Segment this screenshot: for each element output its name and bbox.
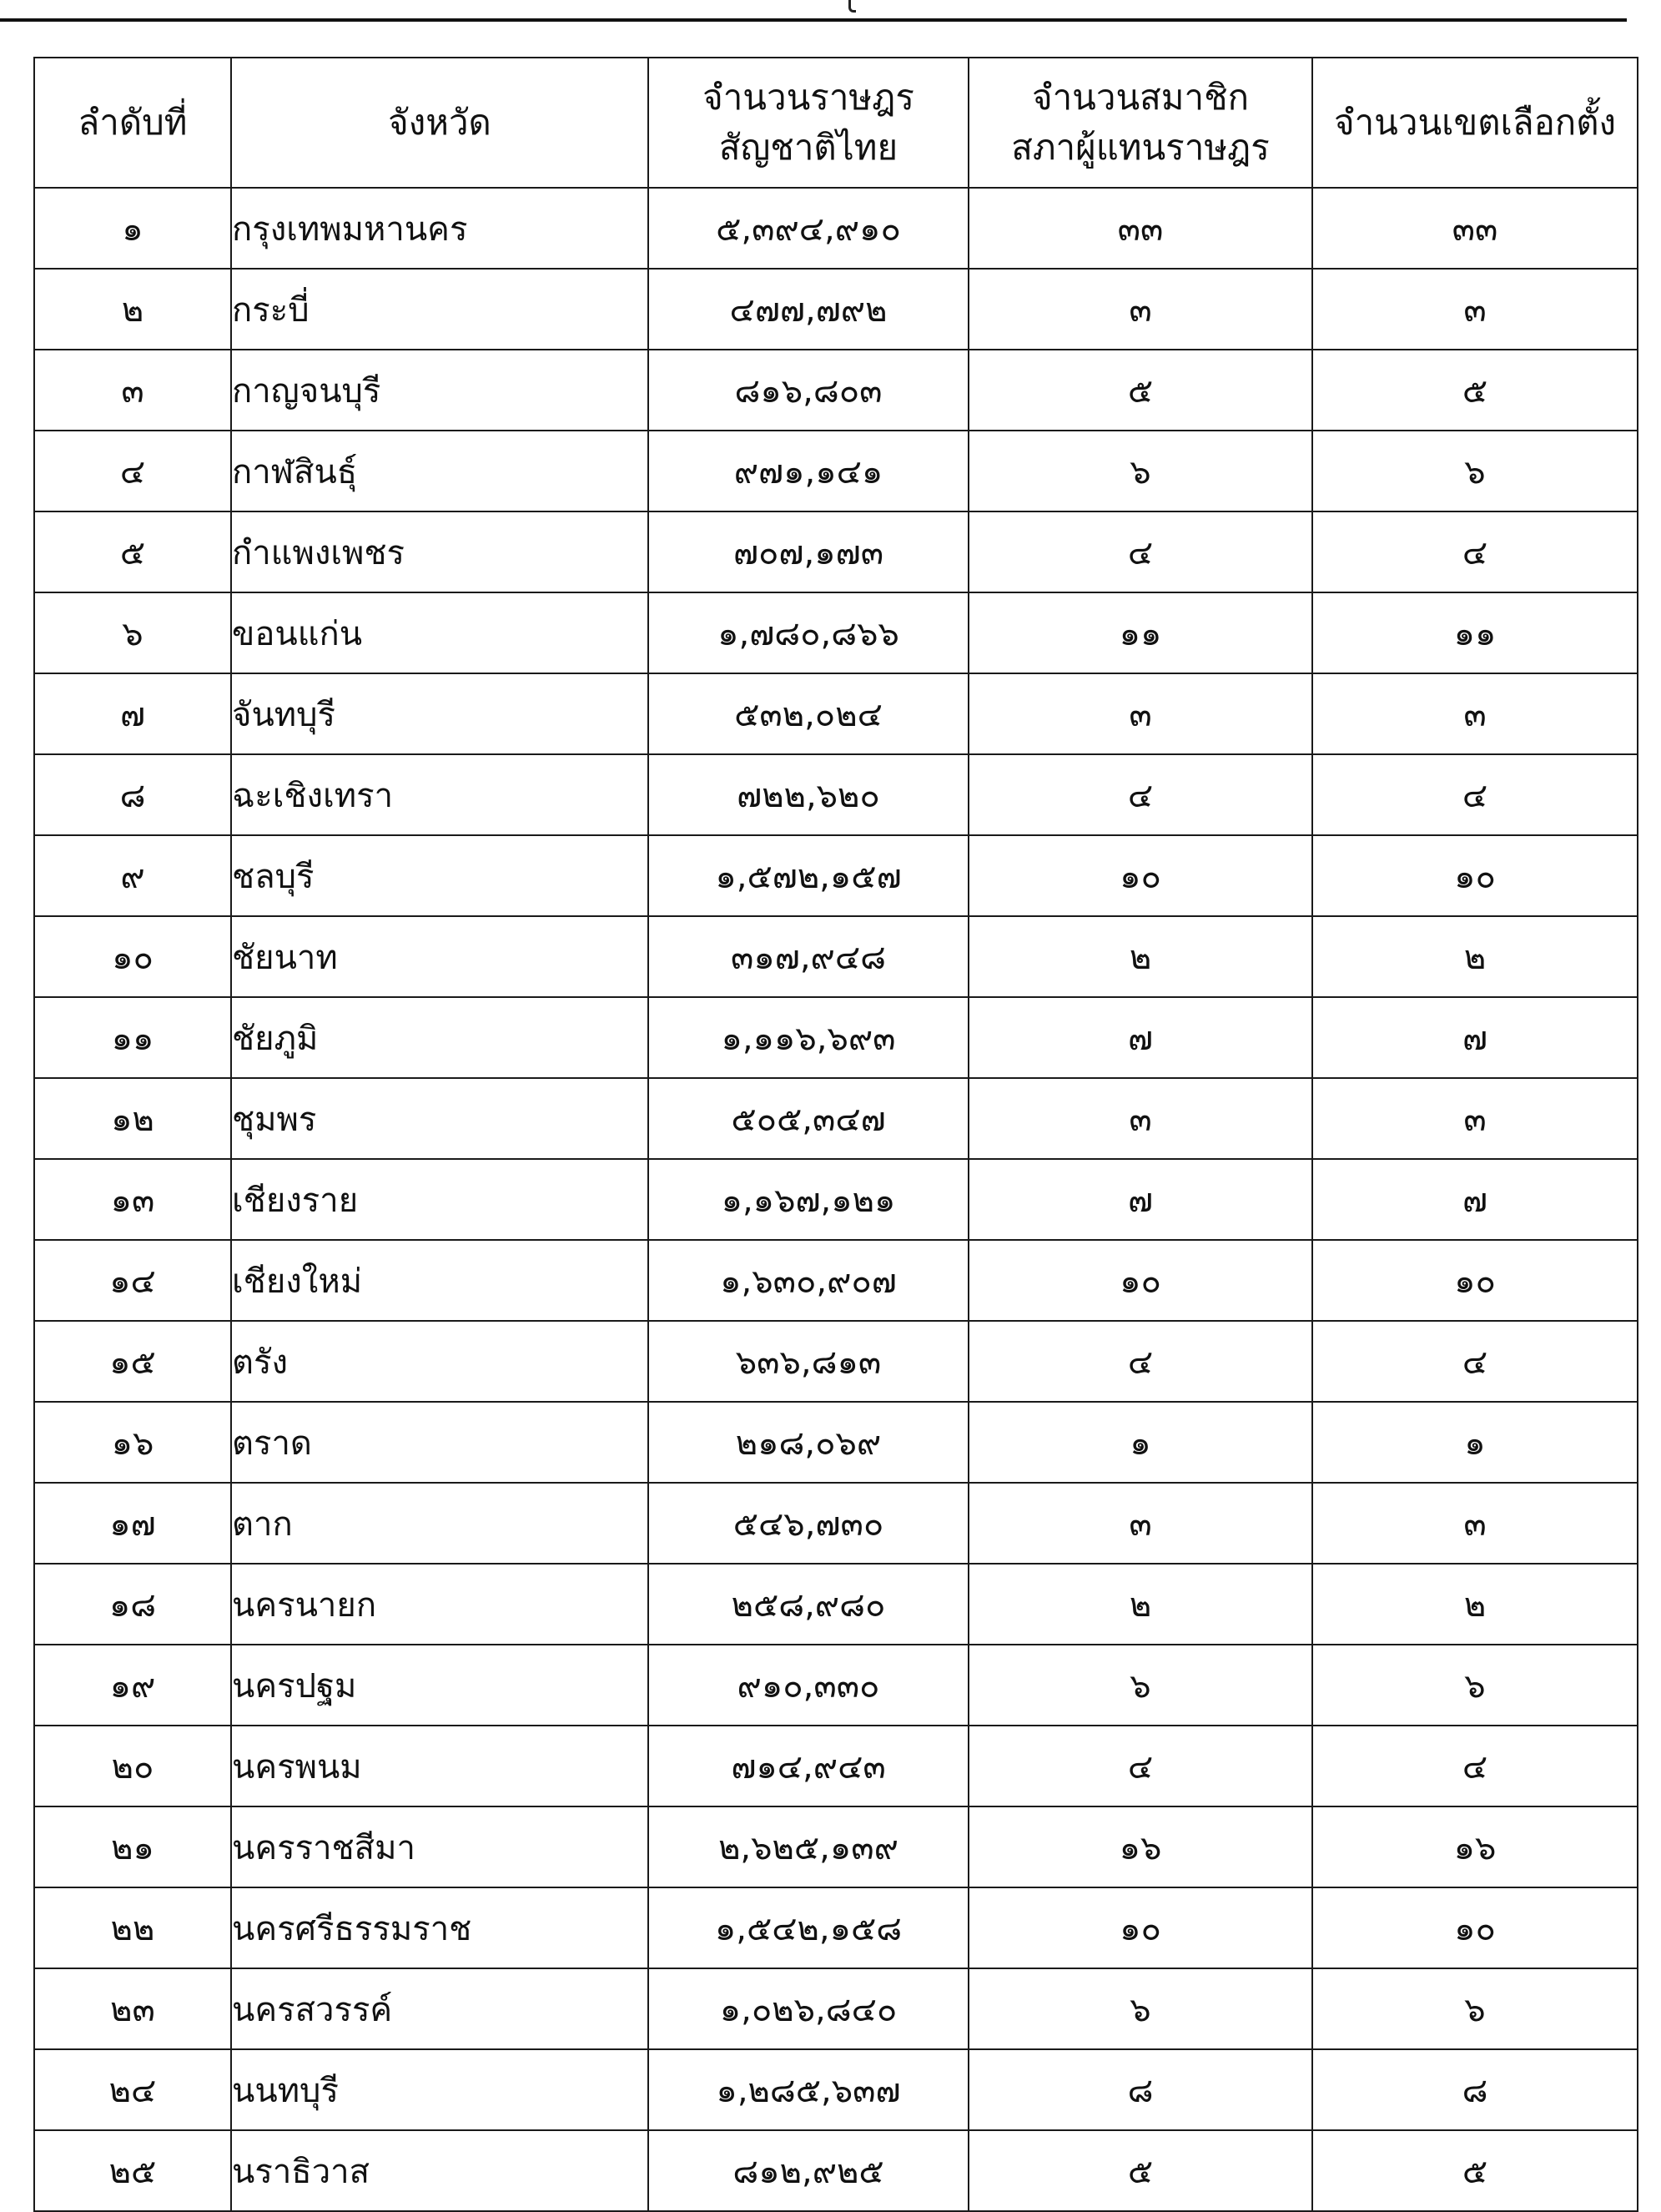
cell-members: ๓ (969, 1078, 1312, 1159)
cell-districts: ๕ (1312, 2130, 1638, 2211)
cell-districts: ๖ (1312, 1968, 1638, 2049)
cell-members: ๑๖ (969, 1806, 1312, 1887)
cell-districts: ๖ (1312, 1645, 1638, 1726)
header-order: ลำดับที่ (34, 58, 231, 188)
table-row (34, 592, 1638, 673)
cell-order: ๒๕ (34, 2130, 231, 2211)
cell-districts: ๓ (1312, 1483, 1638, 1564)
cell-order: ๑๗ (34, 1483, 231, 1564)
cell-population: ๖๓๖,๘๑๓ (648, 1321, 969, 1402)
cell-province: นนทบุรี (231, 2049, 648, 2130)
cell-province: นครราชสีมา (231, 1806, 648, 1887)
table-row (34, 1483, 1638, 1564)
cell-order: ๔ (34, 431, 231, 511)
constituency-table (33, 57, 1638, 2212)
cell-members: ๖ (969, 1645, 1312, 1726)
table-row (34, 1159, 1638, 1240)
cell-province: เชียงใหม่ (231, 1240, 648, 1321)
cell-population: ๕,๓๙๔,๙๑๐ (648, 188, 969, 269)
cell-districts: ๓๓ (1312, 188, 1638, 269)
cell-members: ๖ (969, 431, 1312, 511)
cell-members: ๔ (969, 1726, 1312, 1806)
cell-order: ๒๓ (34, 1968, 231, 2049)
table-row (34, 188, 1638, 269)
cell-order: ๒ (34, 269, 231, 350)
cell-order: ๑๓ (34, 1159, 231, 1240)
cell-province: ตาก (231, 1483, 648, 1564)
cell-members: ๑๑ (969, 592, 1312, 673)
cell-members: ๒ (969, 916, 1312, 997)
cell-districts: ๔ (1312, 1321, 1638, 1402)
table-row (34, 1564, 1638, 1645)
cell-members: ๔ (969, 511, 1312, 592)
cell-order: ๙ (34, 835, 231, 916)
table-row (34, 997, 1638, 1078)
cell-districts: ๔ (1312, 1726, 1638, 1806)
cell-population: ๗๑๔,๙๔๓ (648, 1726, 969, 1806)
table-row (34, 1806, 1638, 1887)
cell-districts: ๗ (1312, 997, 1638, 1078)
page-top-mark (848, 0, 856, 13)
cell-members: ๓๓ (969, 188, 1312, 269)
cell-members: ๑๐ (969, 835, 1312, 916)
cell-districts: ๑๐ (1312, 1240, 1638, 1321)
cell-order: ๒๒ (34, 1887, 231, 1968)
cell-province: นครสวรรค์ (231, 1968, 648, 2049)
cell-districts: ๑ (1312, 1402, 1638, 1483)
table-row (34, 916, 1638, 997)
table-row (34, 1402, 1638, 1483)
cell-population: ๙๗๑,๑๔๑ (648, 431, 969, 511)
cell-members: ๖ (969, 1968, 1312, 2049)
cell-population: ๑,๐๒๖,๘๔๐ (648, 1968, 969, 2049)
cell-districts: ๑๐ (1312, 835, 1638, 916)
cell-population: ๔๗๗,๗๙๒ (648, 269, 969, 350)
cell-districts: ๑๐ (1312, 1887, 1638, 1968)
cell-population: ๑,๕๗๒,๑๕๗ (648, 835, 969, 916)
cell-population: ๒๕๘,๙๘๐ (648, 1564, 969, 1645)
table-row (34, 431, 1638, 511)
table-row (34, 835, 1638, 916)
table-row (34, 673, 1638, 754)
cell-province: ชลบุรี (231, 835, 648, 916)
cell-order: ๑๖ (34, 1402, 231, 1483)
cell-order: ๒๐ (34, 1726, 231, 1806)
cell-order: ๒๑ (34, 1806, 231, 1887)
cell-order: ๓ (34, 350, 231, 431)
table-row (34, 1726, 1638, 1806)
cell-population: ๒๑๘,๐๖๙ (648, 1402, 969, 1483)
table-body (34, 188, 1638, 2211)
cell-population: ๑,๑๖๗,๑๒๑ (648, 1159, 969, 1240)
cell-province: นราธิวาส (231, 2130, 648, 2211)
cell-province: นครพนม (231, 1726, 648, 1806)
cell-population: ๑,๑๑๖,๖๙๓ (648, 997, 969, 1078)
table-header-row (34, 58, 1638, 188)
cell-province: กาญจนบุรี (231, 350, 648, 431)
header-districts: จำนวนเขตเลือกตั้ง (1312, 58, 1638, 188)
cell-order: ๗ (34, 673, 231, 754)
cell-order: ๑ (34, 188, 231, 269)
table-row (34, 1887, 1638, 1968)
cell-districts: ๑๖ (1312, 1806, 1638, 1887)
cell-members: ๑๐ (969, 1887, 1312, 1968)
cell-districts: ๔ (1312, 511, 1638, 592)
cell-province: ตรัง (231, 1321, 648, 1402)
cell-population: ๓๑๗,๙๔๘ (648, 916, 969, 997)
cell-districts: ๖ (1312, 431, 1638, 511)
cell-province: นครนายก (231, 1564, 648, 1645)
header-members-line1: จำนวนสมาชิก (1031, 77, 1250, 118)
cell-order: ๑๐ (34, 916, 231, 997)
cell-members: ๕ (969, 350, 1312, 431)
cell-members: ๑ (969, 1402, 1312, 1483)
cell-order: ๑๕ (34, 1321, 231, 1402)
cell-province: ชุมพร (231, 1078, 648, 1159)
cell-order: ๑๘ (34, 1564, 231, 1645)
cell-population: ๘๑๒,๙๒๕ (648, 2130, 969, 2211)
cell-province: กระบี่ (231, 269, 648, 350)
cell-province: ฉะเชิงเทรา (231, 754, 648, 835)
cell-members: ๑๐ (969, 1240, 1312, 1321)
header-population-line1: จำนวนราษฎร (702, 77, 914, 118)
cell-members: ๗ (969, 1159, 1312, 1240)
cell-members: ๔ (969, 754, 1312, 835)
cell-province: ชัยนาท (231, 916, 648, 997)
cell-members: ๕ (969, 2130, 1312, 2211)
cell-order: ๑๑ (34, 997, 231, 1078)
header-population-line2: สัญชาติไทย (718, 127, 898, 168)
cell-population: ๑,๒๘๕,๖๓๗ (648, 2049, 969, 2130)
header-population (648, 58, 969, 188)
cell-population: ๙๑๐,๓๓๐ (648, 1645, 969, 1726)
cell-order: ๘ (34, 754, 231, 835)
table-row (34, 511, 1638, 592)
cell-population: ๗๒๒,๖๒๐ (648, 754, 969, 835)
cell-order: ๒๔ (34, 2049, 231, 2130)
cell-population: ๗๐๗,๑๗๓ (648, 511, 969, 592)
table-row (34, 350, 1638, 431)
table-header (34, 58, 1638, 188)
cell-districts: ๒ (1312, 916, 1638, 997)
cell-province: นครปฐม (231, 1645, 648, 1726)
cell-province: นครศรีธรรมราช (231, 1887, 648, 1968)
cell-population: ๘๑๖,๘๐๓ (648, 350, 969, 431)
cell-province: ตราด (231, 1402, 648, 1483)
cell-population: ๑,๕๔๒,๑๕๘ (648, 1887, 969, 1968)
table-row (34, 754, 1638, 835)
table-row (34, 2130, 1638, 2211)
cell-districts: ๕ (1312, 350, 1638, 431)
cell-province: กำแพงเพชร (231, 511, 648, 592)
cell-members: ๗ (969, 997, 1312, 1078)
cell-province: จันทบุรี (231, 673, 648, 754)
cell-population: ๕๓๒,๐๒๔ (648, 673, 969, 754)
cell-members: ๓ (969, 269, 1312, 350)
cell-province: กรุงเทพมหานคร (231, 188, 648, 269)
cell-population: ๑,๗๘๐,๘๖๖ (648, 592, 969, 673)
cell-members: ๓ (969, 1483, 1312, 1564)
table-row (34, 1968, 1638, 2049)
cell-order: ๑๒ (34, 1078, 231, 1159)
cell-order: ๑๔ (34, 1240, 231, 1321)
cell-members: ๔ (969, 1321, 1312, 1402)
cell-members: ๓ (969, 673, 1312, 754)
table-row (34, 1240, 1638, 1321)
cell-districts: ๔ (1312, 754, 1638, 835)
cell-population: ๕๐๕,๓๔๗ (648, 1078, 969, 1159)
table-row (34, 1321, 1638, 1402)
table-row (34, 2049, 1638, 2130)
table-row (34, 269, 1638, 350)
cell-population: ๕๔๖,๗๓๐ (648, 1483, 969, 1564)
cell-province: ชัยภูมิ (231, 997, 648, 1078)
header-province: จังหวัด (231, 58, 648, 188)
cell-members: ๒ (969, 1564, 1312, 1645)
cell-districts: ๒ (1312, 1564, 1638, 1645)
cell-population: ๑,๖๓๐,๙๐๗ (648, 1240, 969, 1321)
table-row (34, 1078, 1638, 1159)
cell-districts: ๑๑ (1312, 592, 1638, 673)
page-top-rule (0, 18, 1627, 22)
table-row (34, 1645, 1638, 1726)
cell-population: ๒,๖๒๕,๑๓๙ (648, 1806, 969, 1887)
cell-districts: ๓ (1312, 673, 1638, 754)
cell-order: ๖ (34, 592, 231, 673)
cell-districts: ๗ (1312, 1159, 1638, 1240)
cell-province: เชียงราย (231, 1159, 648, 1240)
header-members-line2: สภาผู้แทนราษฎร (1011, 127, 1270, 168)
cell-province: กาฬสินธุ์ (231, 431, 648, 511)
header-members (969, 58, 1312, 188)
cell-districts: ๓ (1312, 269, 1638, 350)
cell-order: ๑๙ (34, 1645, 231, 1726)
cell-order: ๕ (34, 511, 231, 592)
cell-districts: ๓ (1312, 1078, 1638, 1159)
cell-province: ขอนแก่น (231, 592, 648, 673)
cell-members: ๘ (969, 2049, 1312, 2130)
cell-districts: ๘ (1312, 2049, 1638, 2130)
